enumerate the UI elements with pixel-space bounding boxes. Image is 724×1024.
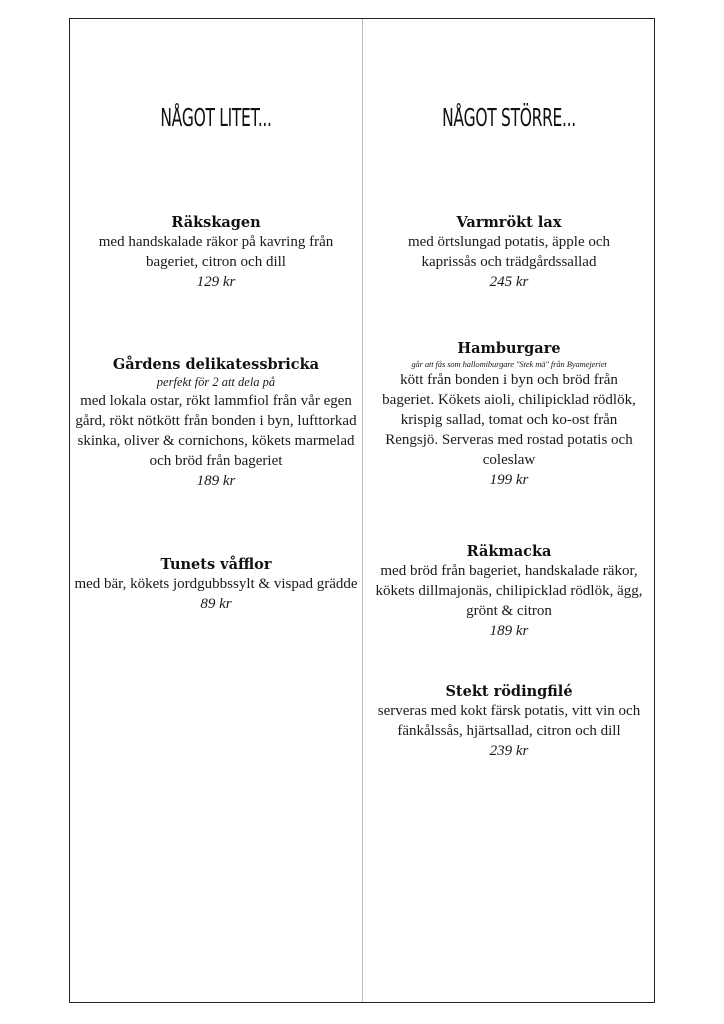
item-name: Räkskagen [171, 214, 261, 231]
item-name: Gårdens delikatessbricka [112, 356, 320, 373]
item-price: 239 kr [489, 743, 529, 759]
item-name: Varmrökt lax [456, 214, 562, 231]
item-price: 189 kr [196, 473, 236, 489]
item-description: med lokala ostar, rökt lammfiol från vår egen gård, rökt nötkött från bonden i byn, lufttorkad skinka, oliver & cornichons, kökets marmelad och bröd från bageriet [75, 393, 357, 469]
item-price: 245 kr [489, 274, 529, 290]
item-description: med handskalade räkor på kavring från bageriet, citron och dill [98, 234, 334, 270]
right-heading: NÅGOT STÖRRE... [442, 103, 576, 132]
left-column [70, 19, 362, 1002]
item-name: Stekt rödingfilé [445, 683, 573, 700]
menu-item-vafflor [70, 555, 362, 614]
menu-item-delikatessbricka [70, 355, 362, 491]
menu-item-hamburgare [363, 339, 655, 490]
item-name: Räkmacka [466, 543, 552, 560]
left-heading: NÅGOT LITET... [160, 103, 272, 132]
item-price: 89 kr [200, 596, 232, 612]
item-price: 189 kr [489, 623, 529, 639]
menu-item-rodingfile [363, 682, 655, 761]
right-column [363, 19, 655, 1002]
item-name: Hamburgare [457, 340, 561, 357]
menu-item-varmrokt-lax [363, 213, 655, 292]
item-price: 129 kr [196, 274, 236, 290]
item-note: perfekt för 2 att dela på [156, 375, 276, 389]
item-description: med bröd från bageriet, handskalade räkor, kökets dillmajonäs, chilipicklad rödlök, ägg, grönt & citron [375, 563, 643, 619]
menu-item-rakskagen [70, 213, 362, 292]
item-price: 199 kr [489, 472, 529, 488]
menu-item-rakmacka [363, 542, 655, 641]
item-description: med bär, kökets jordgubbssylt & vispad grädde [74, 576, 358, 592]
item-name: Tunets våfflor [160, 556, 272, 573]
menu-frame [69, 18, 655, 1003]
item-note: går att fås som hallomiburgare "Stek mä" från Byamejeriet [411, 359, 607, 369]
item-description: med örtslungad potatis, äpple och kaprissås och trädgårdssallad [407, 234, 611, 270]
item-description: serveras med kokt färsk potatis, vitt vin och fänkålssås, hjärtsallad, citron och dill [377, 703, 641, 739]
item-description: kött från bonden i byn och bröd från bageriet. Kökets aioli, chilipicklad rödlök, krispig sallad, tomat och ko-ost från Rengsjö. Serveras med rostad potatis och coleslaw [382, 372, 636, 468]
